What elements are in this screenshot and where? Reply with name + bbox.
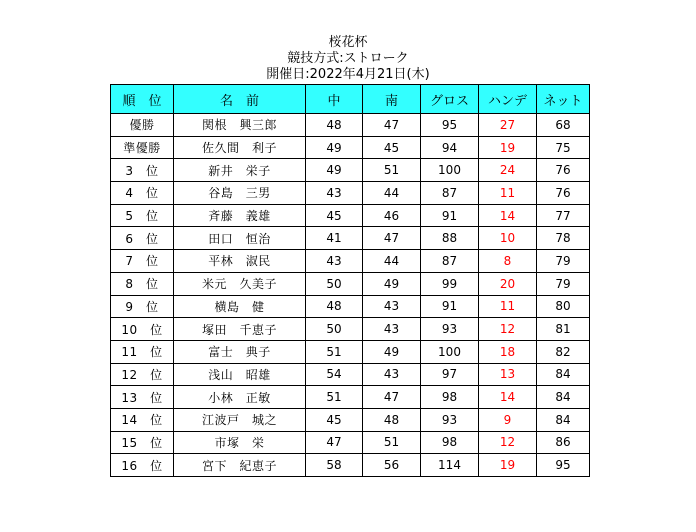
net-cell: 95 — [537, 454, 590, 477]
event-date: 開催日:2022年4月21日(木) — [266, 67, 430, 82]
back-score-cell: 45 — [363, 136, 421, 159]
name-cell: 斉藤 義雄 — [174, 204, 306, 227]
gross-cell: 93 — [421, 408, 479, 431]
table-row — [111, 363, 590, 386]
competition-format: 競技方式:ストローク — [287, 51, 409, 66]
table-row — [111, 272, 590, 295]
name-cell: 宮下 紀恵子 — [174, 454, 306, 477]
column-header-gross: グロス — [421, 85, 479, 114]
front-score-cell: 58 — [306, 454, 363, 477]
name-cell: 小林 正敏 — [174, 386, 306, 409]
gross-cell: 99 — [421, 272, 479, 295]
gross-cell: 93 — [421, 318, 479, 341]
page-title: 桜花杯 — [328, 35, 368, 50]
front-score-cell: 47 — [306, 431, 363, 454]
rank-cell: 9 位 — [111, 295, 174, 318]
gross-cell: 100 — [421, 159, 479, 182]
back-score-cell: 48 — [363, 408, 421, 431]
name-cell: 横島 健 — [174, 295, 306, 318]
handicap-cell: 13 — [479, 363, 537, 386]
gross-cell: 94 — [421, 136, 479, 159]
rank-cell: 8 位 — [111, 272, 174, 295]
table-row — [111, 340, 590, 363]
front-score-cell: 48 — [306, 114, 363, 137]
rank-cell: 準優勝 — [111, 136, 174, 159]
rank-cell: 4 位 — [111, 182, 174, 205]
net-cell: 84 — [537, 363, 590, 386]
name-cell: 市塚 栄 — [174, 431, 306, 454]
gross-cell: 91 — [421, 204, 479, 227]
back-score-cell: 47 — [363, 227, 421, 250]
front-score-cell: 54 — [306, 363, 363, 386]
name-cell: 富士 典子 — [174, 340, 306, 363]
handicap-cell: 24 — [479, 159, 537, 182]
net-cell: 81 — [537, 318, 590, 341]
table-row — [111, 318, 590, 341]
name-cell: 浅山 昭雄 — [174, 363, 306, 386]
gross-cell: 98 — [421, 431, 479, 454]
rank-cell: 6 位 — [111, 227, 174, 250]
handicap-cell: 14 — [479, 386, 537, 409]
name-cell: 関根 興三郎 — [174, 114, 306, 137]
gross-cell: 98 — [421, 386, 479, 409]
net-cell: 79 — [537, 272, 590, 295]
table-row — [111, 431, 590, 454]
rank-cell: 3 位 — [111, 159, 174, 182]
name-cell: 佐久間 利子 — [174, 136, 306, 159]
back-score-cell: 43 — [363, 363, 421, 386]
net-cell: 76 — [537, 159, 590, 182]
handicap-cell: 12 — [479, 318, 537, 341]
table-row — [111, 114, 590, 137]
table-row — [111, 227, 590, 250]
handicap-cell: 14 — [479, 204, 537, 227]
table-row — [111, 159, 590, 182]
front-score-cell: 49 — [306, 159, 363, 182]
name-cell: 江波戸 城之 — [174, 408, 306, 431]
rank-cell: 10 位 — [111, 318, 174, 341]
name-cell: 平林 淑民 — [174, 250, 306, 273]
back-score-cell: 47 — [363, 114, 421, 137]
front-score-cell: 50 — [306, 318, 363, 341]
front-score-cell: 45 — [306, 204, 363, 227]
back-score-cell: 56 — [363, 454, 421, 477]
rank-cell: 15 位 — [111, 431, 174, 454]
results-table — [110, 84, 590, 477]
table-row — [111, 136, 590, 159]
gross-cell: 91 — [421, 295, 479, 318]
back-score-cell: 51 — [363, 159, 421, 182]
table-row — [111, 408, 590, 431]
net-cell: 86 — [537, 431, 590, 454]
rank-cell: 5 位 — [111, 204, 174, 227]
front-score-cell: 50 — [306, 272, 363, 295]
rank-cell: 7 位 — [111, 250, 174, 273]
handicap-cell: 18 — [479, 340, 537, 363]
handicap-cell: 12 — [479, 431, 537, 454]
front-score-cell: 45 — [306, 408, 363, 431]
table-row — [111, 204, 590, 227]
handicap-cell: 19 — [479, 136, 537, 159]
gross-cell: 114 — [421, 454, 479, 477]
front-score-cell: 48 — [306, 295, 363, 318]
back-score-cell: 49 — [363, 272, 421, 295]
gross-cell: 88 — [421, 227, 479, 250]
back-score-cell: 44 — [363, 182, 421, 205]
gross-cell: 97 — [421, 363, 479, 386]
table-row — [111, 182, 590, 205]
front-score-cell: 41 — [306, 227, 363, 250]
column-header-name: 名 前 — [174, 85, 306, 114]
back-score-cell: 46 — [363, 204, 421, 227]
net-cell: 84 — [537, 408, 590, 431]
column-header-front: 中 — [306, 85, 363, 114]
rank-cell: 16 位 — [111, 454, 174, 477]
handicap-cell: 9 — [479, 408, 537, 431]
table-row — [111, 250, 590, 273]
name-cell: 塚田 千恵子 — [174, 318, 306, 341]
back-score-cell: 47 — [363, 386, 421, 409]
handicap-cell: 27 — [479, 114, 537, 137]
front-score-cell: 49 — [306, 136, 363, 159]
back-score-cell: 43 — [363, 295, 421, 318]
gross-cell: 87 — [421, 182, 479, 205]
handicap-cell: 8 — [479, 250, 537, 273]
rank-cell: 14 位 — [111, 408, 174, 431]
rank-cell: 優勝 — [111, 114, 174, 137]
table-row — [111, 386, 590, 409]
rank-cell: 11 位 — [111, 340, 174, 363]
gross-cell: 87 — [421, 250, 479, 273]
net-cell: 76 — [537, 182, 590, 205]
net-cell: 77 — [537, 204, 590, 227]
handicap-cell: 10 — [479, 227, 537, 250]
rank-cell: 13 位 — [111, 386, 174, 409]
net-cell: 84 — [537, 386, 590, 409]
table-row — [111, 454, 590, 477]
name-cell: 米元 久美子 — [174, 272, 306, 295]
back-score-cell: 49 — [363, 340, 421, 363]
net-cell: 68 — [537, 114, 590, 137]
column-header-handicap: ハンデ — [479, 85, 537, 114]
gross-cell: 100 — [421, 340, 479, 363]
gross-cell: 95 — [421, 114, 479, 137]
net-cell: 75 — [537, 136, 590, 159]
handicap-cell: 20 — [479, 272, 537, 295]
table-row — [111, 295, 590, 318]
handicap-cell: 11 — [479, 295, 537, 318]
back-score-cell: 44 — [363, 250, 421, 273]
front-score-cell: 51 — [306, 340, 363, 363]
front-score-cell: 43 — [306, 250, 363, 273]
back-score-cell: 51 — [363, 431, 421, 454]
column-header-back: 南 — [363, 85, 421, 114]
front-score-cell: 43 — [306, 182, 363, 205]
net-cell: 80 — [537, 295, 590, 318]
name-cell: 田口 恒治 — [174, 227, 306, 250]
handicap-cell: 19 — [479, 454, 537, 477]
name-cell: 谷島 三男 — [174, 182, 306, 205]
handicap-cell: 11 — [479, 182, 537, 205]
back-score-cell: 43 — [363, 318, 421, 341]
front-score-cell: 51 — [306, 386, 363, 409]
net-cell: 82 — [537, 340, 590, 363]
net-cell: 78 — [537, 227, 590, 250]
rank-cell: 12 位 — [111, 363, 174, 386]
net-cell: 79 — [537, 250, 590, 273]
name-cell: 新井 栄子 — [174, 159, 306, 182]
column-header-net: ネット — [537, 85, 590, 114]
column-header-rank: 順 位 — [111, 85, 174, 114]
table-header-row — [111, 85, 590, 114]
